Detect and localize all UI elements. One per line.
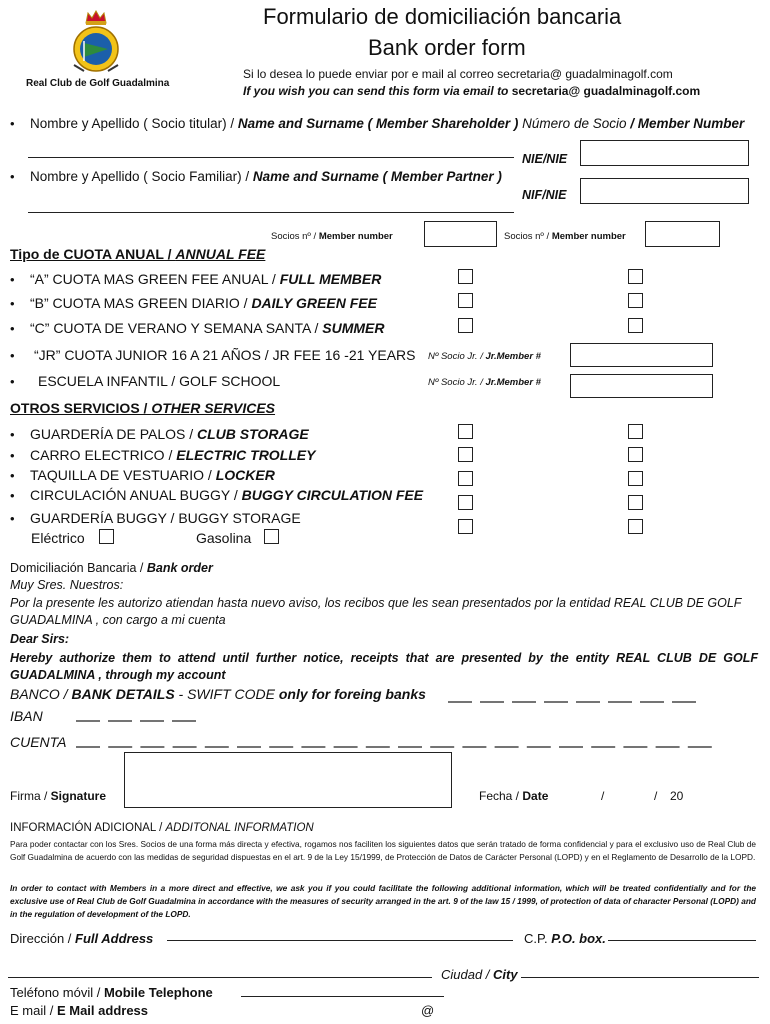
fee-b-label: “B” CUOTA MAS GREEN DIARIO / DAILY GREEN FEE <box>30 295 377 311</box>
bullet-icon: • <box>10 427 15 442</box>
bank-details-label: BANCO / BANK DETAILS - SWIFT CODE only for foreing banks <box>10 686 426 702</box>
holder-name-line[interactable] <box>28 157 514 158</box>
locker-label: TAQUILLA DE VESTUARIO / LOCKER <box>30 467 275 483</box>
junior-number-field[interactable] <box>570 343 713 367</box>
bullet-icon: • <box>10 321 15 336</box>
postal-code-line[interactable] <box>608 940 756 941</box>
iban-blanks[interactable] <box>76 717 206 725</box>
trolley-checkbox-1[interactable] <box>458 447 473 462</box>
bullet-icon: • <box>10 272 15 287</box>
other-services-heading: OTROS SERVICIOS / OTHER SERVICES <box>10 400 276 416</box>
bullet-icon: • <box>10 169 15 184</box>
fee-c-label: “C” CUOTA DE VERANO Y SEMANA SANTA / SUMMER <box>30 320 385 336</box>
email-label: E mail / E Mail address <box>10 1003 149 1018</box>
swift-code-blanks[interactable] <box>448 698 713 706</box>
fee-c-checkbox-1[interactable] <box>458 318 473 333</box>
salutation-es: Muy Sres. Nuestros: <box>10 578 124 592</box>
address-label: Dirección / Full Address <box>10 931 154 946</box>
fee-b-checkbox-1[interactable] <box>458 293 473 308</box>
bullet-icon: • <box>10 116 15 131</box>
bullet-icon: • <box>10 448 15 463</box>
address-line-2[interactable] <box>8 977 432 978</box>
buggy-fee-checkbox-1[interactable] <box>458 495 473 510</box>
iban-label: IBAN <box>10 708 43 724</box>
junior-number-label: Nº Socio Jr. / Jr.Member # <box>428 351 541 362</box>
club-storage-label: GUARDERÍA DE PALOS / CLUB STORAGE <box>30 426 309 442</box>
buggy-fee-label: CIRCULACIÓN ANUAL BUGGY / BUGGY CIRCULATION FEE <box>30 487 424 503</box>
address-line[interactable] <box>167 940 513 941</box>
crown-icon <box>86 11 106 25</box>
electric-label: Eléctrico <box>31 530 85 546</box>
form-title-en: Bank order form <box>368 35 526 60</box>
nif-label: NIF/NIE <box>522 188 567 202</box>
annual-fee-heading: Tipo de CUOTA ANUAL / ANNUAL FEE <box>10 246 266 262</box>
holder-label: Nombre y Apellido ( Socio titular) / Name and Surname ( Member Shareholder ) Número de Socio / Member Number <box>30 116 745 131</box>
form-title-es: Formulario de domiciliación bancaria <box>263 4 622 29</box>
club-storage-checkbox-1[interactable] <box>458 424 473 439</box>
bullet-icon: • <box>10 468 15 483</box>
fee-b-checkbox-2[interactable] <box>628 293 643 308</box>
partner-name-line[interactable] <box>28 212 514 213</box>
socios-label-2: Socios nº / Member number <box>504 231 626 242</box>
additional-info-es: Para poder contactar con los Sres. Socios de una forma más directa y efectiva, rogamos nos faciliten los siguientes datos que serán tratado de forma confidencial y para el exclusivo uso de Real Club de Golf Guadalmina de acuerdo con las medidas de seguridad dispuestas en el art. 9 de la Ley 15/1999, de Protección de Datos de Carácter Personal (LOPD) y en el Reglamento de Desarrollo de la LOPD. <box>10 839 756 862</box>
email-note-en: If you wish you can send this form via email to secretaria@ guadalminagolf.com <box>243 84 701 98</box>
bullet-icon: • <box>10 511 15 526</box>
nie-label: NIE/NIE <box>522 152 568 166</box>
bank-order-heading: Domiciliación Bancaria / Bank order <box>10 561 213 575</box>
bullet-icon: • <box>10 348 15 363</box>
date-slash-2: / <box>654 789 658 803</box>
date-label: Fecha / Date <box>479 789 549 803</box>
school-number-label: Nº Socio Jr. / Jr.Member # <box>428 377 541 388</box>
fee-c-checkbox-2[interactable] <box>628 318 643 333</box>
phone-line[interactable] <box>241 996 444 997</box>
account-blanks[interactable] <box>76 743 730 751</box>
school-number-field[interactable] <box>570 374 713 398</box>
club-name: Real Club de Golf Guadalmina <box>26 78 170 89</box>
fee-a-checkbox-1[interactable] <box>458 269 473 284</box>
fee-a-label: “A” CUOTA MAS GREEN FEE ANUAL / FULL MEMBER <box>30 271 382 287</box>
member-number-box-2[interactable] <box>645 221 720 247</box>
buggy-storage-label: GUARDERÍA BUGGY / BUGGY STORAGE <box>30 510 301 526</box>
socios-label-1: Socios nº / Member number <box>271 231 393 242</box>
club-storage-checkbox-2[interactable] <box>628 424 643 439</box>
buggy-fee-checkbox-2[interactable] <box>628 495 643 510</box>
authorization-en: Hereby authorize them to attend until further notice, receipts that are presented by the entity REAL CLUB DE GOLF GUADALMINA , through my account <box>10 651 758 682</box>
trolley-checkbox-2[interactable] <box>628 447 643 462</box>
locker-checkbox-1[interactable] <box>458 471 473 486</box>
gasoline-checkbox[interactable] <box>264 529 279 544</box>
nif-field[interactable] <box>580 178 749 204</box>
buggy-storage-checkbox-1[interactable] <box>458 519 473 534</box>
postal-code-label: C.P. P.O. box. <box>524 931 606 946</box>
partner-label: Nombre y Apellido ( Socio Familiar) / Name and Surname ( Member Partner ) <box>30 169 502 184</box>
signature-label: Firma / Signature <box>10 789 107 803</box>
additional-info-en: In order to contact with Members in a more direct and effective, we ask you if you could facilitate the following additional information, which will be treated confidentially and for the exclusive use of Real Club de Golf Guadalmina in accordance with the measures of security arranged in the art. 9 of the law 15 / 1999, of protection of data of character Personal (LOPD) and in the regulation of development of the LOPD. <box>10 883 756 919</box>
buggy-storage-checkbox-2[interactable] <box>628 519 643 534</box>
bullet-icon: • <box>10 374 15 389</box>
authorization-es: Por la presente les autorizo atiendan hasta nuevo aviso, los recibos que les sean presentados por la entidad REAL CLUB DE GOLF GUADALMINA , con cargo a mi cuenta <box>10 596 742 627</box>
city-label: Ciudad / City <box>441 967 518 982</box>
school-label: ESCUELA INFANTIL / GOLF SCHOOL <box>38 373 281 389</box>
member-number-field[interactable] <box>580 140 749 166</box>
club-logo <box>60 5 132 77</box>
locker-checkbox-2[interactable] <box>628 471 643 486</box>
trolley-label: CARRO ELECTRICO / ELECTRIC TROLLEY <box>30 447 316 463</box>
date-slash-1: / <box>601 789 605 803</box>
additional-info-heading: INFORMACIÓN ADICIONAL / ADDITONAL INFORMATION <box>10 822 314 834</box>
email-at-sign: @ <box>421 1003 435 1018</box>
electric-checkbox[interactable] <box>99 529 114 544</box>
fee-a-checkbox-2[interactable] <box>628 269 643 284</box>
date-year: 20 <box>670 789 684 803</box>
email-note-es: Si lo desea lo puede enviar por e mail al correo secretaria@ guadalminagolf.com <box>243 67 673 81</box>
member-number-box-1[interactable] <box>424 221 497 247</box>
bullet-icon: • <box>10 296 15 311</box>
gasoline-label: Gasolina <box>196 530 252 546</box>
phone-label: Teléfono móvil / Mobile Telephone <box>10 985 213 1000</box>
junior-label: “JR” CUOTA JUNIOR 16 A 21 AÑOS / JR FEE 16 -21 YEARS <box>34 347 416 363</box>
signature-box[interactable] <box>124 752 452 808</box>
city-line[interactable] <box>521 977 759 978</box>
salutation-en: Dear Sirs: <box>10 632 70 646</box>
account-label: CUENTA <box>10 734 67 750</box>
bullet-icon: • <box>10 488 15 503</box>
